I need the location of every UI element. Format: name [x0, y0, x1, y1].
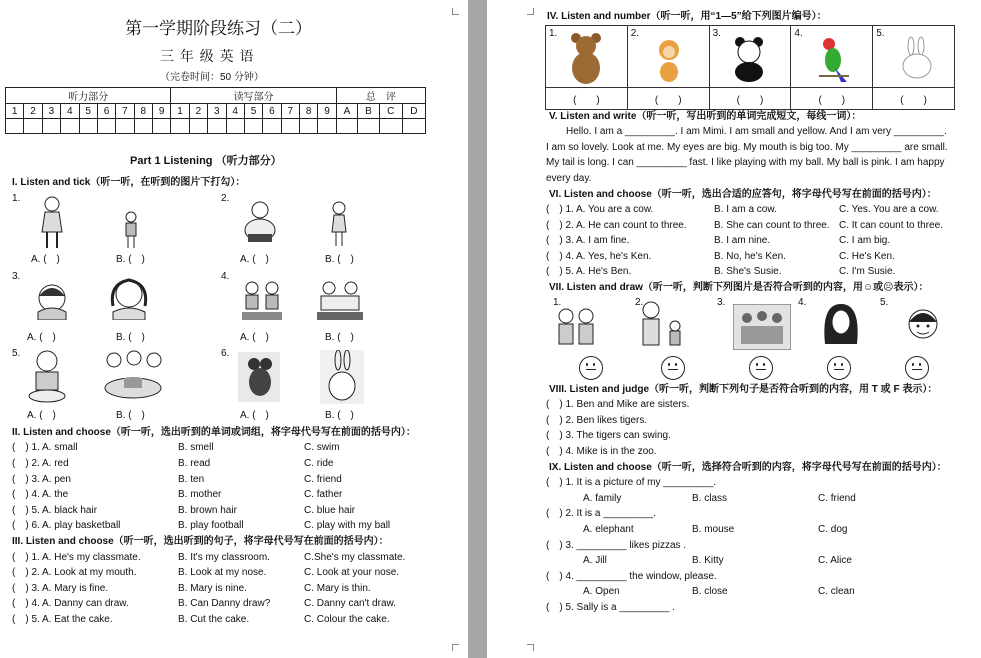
long-hair-girl-picture[interactable]: [815, 300, 865, 348]
option-b[interactable]: B. ( ): [325, 254, 354, 265]
question[interactable]: ( ) 5. A. black hair: [12, 505, 98, 516]
option-c: C. He's Ken.: [839, 251, 895, 262]
option-b: B. mouse: [692, 524, 735, 535]
passage-line: Hello. I am a _________. I am Mimi. I am small and yellow. And I am very _________.: [566, 126, 947, 137]
option-c: C. friend: [304, 474, 342, 485]
option-b[interactable]: B. ( ): [116, 410, 145, 421]
question[interactable]: ( ) 3. A. Mary is fine.: [12, 583, 109, 594]
monkey-icon: [650, 38, 688, 84]
option-b: B. She's Susie.: [714, 266, 782, 277]
option-c: C. swim: [304, 442, 340, 453]
score-cell[interactable]: [358, 119, 379, 134]
score-cell[interactable]: [61, 119, 79, 134]
option-b: B. Mary is nine.: [178, 583, 247, 594]
option-c: C. Mary is thin.: [304, 583, 371, 594]
score-col: 6: [97, 104, 115, 119]
passage-line: I am so lovely. Look at me. My eyes are big. My mouth is big too. My _________ are small.: [546, 142, 948, 153]
option-b[interactable]: B. ( ): [116, 254, 145, 265]
animal-cell[interactable]: [873, 26, 955, 88]
question[interactable]: ( ) 1. It is a picture of my _________.: [546, 477, 717, 488]
score-col: 1: [171, 104, 189, 119]
score-cell[interactable]: [318, 119, 336, 134]
question[interactable]: ( ) 2. A. He can count to three.: [546, 220, 687, 231]
section-heading: VIII. Listen and judge（听一听，判断下列句子是否符合听到的内容，用 T 或 F 表示）：: [549, 384, 938, 395]
question[interactable]: ( ) 4. _________ the window, please.: [546, 571, 717, 582]
mouse-picture[interactable]: [238, 352, 280, 402]
score-cell[interactable]: [97, 119, 115, 134]
question[interactable]: ( ) 5. Sally is a _________ .: [546, 602, 675, 613]
corner-mark: [527, 644, 534, 651]
option-a: A. elephant: [583, 524, 634, 535]
option-b: B. No, he's Ken.: [714, 251, 786, 262]
face-answer-icon[interactable]: [579, 356, 603, 380]
score-cell[interactable]: [244, 119, 262, 134]
score-cell[interactable]: [116, 119, 134, 134]
option-b: B. close: [692, 586, 728, 597]
answer-blank[interactable]: ( ): [627, 88, 709, 110]
party-picture[interactable]: [100, 348, 166, 404]
score-cell[interactable]: [171, 119, 189, 134]
option-a[interactable]: A. ( ): [27, 410, 56, 421]
item-number: 2.: [221, 193, 230, 204]
boys-playing-picture[interactable]: [238, 278, 286, 322]
item-number: 5.: [880, 297, 889, 308]
item-number: 1.: [553, 297, 562, 308]
option-c: C. It can count to three.: [839, 220, 943, 231]
score-cell[interactable]: [24, 119, 42, 134]
score-cell[interactable]: [153, 119, 171, 134]
girls-picture[interactable]: [551, 306, 601, 346]
animal-cell[interactable]: [627, 26, 709, 88]
option-b[interactable]: B. ( ): [325, 332, 354, 343]
option-b: B. read: [178, 458, 211, 469]
score-cell[interactable]: [79, 119, 97, 134]
answer-blank[interactable]: ( ): [873, 88, 955, 110]
question[interactable]: ( ) 2. Ben likes tigers.: [546, 415, 648, 426]
score-col: 3: [208, 104, 226, 119]
animal-cell[interactable]: [546, 26, 628, 88]
face-answer-icon[interactable]: [905, 356, 929, 380]
score-col: 1: [6, 104, 24, 119]
score-cell[interactable]: [379, 119, 402, 134]
score-col: 8: [300, 104, 318, 119]
animal-number-table: [545, 25, 955, 110]
score-col: 7: [116, 104, 134, 119]
question[interactable]: ( ) 4. A. the: [12, 489, 69, 500]
option-b: B. brown hair: [178, 505, 237, 516]
option-c: C. Colour the cake.: [304, 614, 390, 625]
score-col: 5: [79, 104, 97, 119]
rabbit-picture[interactable]: [320, 350, 364, 404]
option-b[interactable]: B. ( ): [116, 332, 145, 343]
face-answer-icon[interactable]: [827, 356, 851, 380]
option-b[interactable]: B. ( ): [325, 410, 354, 421]
option-c: C. Danny can't draw.: [304, 598, 396, 609]
question[interactable]: ( ) 2. It is a _________.: [546, 508, 657, 519]
score-col: 9: [318, 104, 336, 119]
corner-mark: [452, 644, 459, 651]
option-a: A. family: [583, 493, 622, 504]
score-cell[interactable]: [189, 119, 207, 134]
option-b: B. It's my classroom.: [178, 552, 270, 563]
question[interactable]: ( ) 6. A. play basketball: [12, 520, 121, 531]
question[interactable]: ( ) 4. Mike is in the zoo.: [546, 446, 657, 457]
option-b: B. I am nine.: [714, 235, 771, 246]
item-number: 4.: [221, 271, 230, 282]
answer-blank[interactable]: ( ): [791, 88, 873, 110]
option-a[interactable]: A. ( ): [240, 410, 269, 421]
fat-boy-picture[interactable]: [240, 200, 280, 246]
girl-face-picture[interactable]: [34, 280, 70, 320]
passage-line: My tail is long. I can _________ fast. I like playing with my ball. My ball is pink. I am happy: [546, 157, 945, 168]
question[interactable]: ( ) 3. _________ likes pizzas .: [546, 540, 687, 551]
option-a[interactable]: A. ( ): [31, 254, 60, 265]
score-col: 7: [281, 104, 299, 119]
score-col: 8: [134, 104, 152, 119]
score-header-total: 总 评: [336, 88, 425, 104]
section-heading: III. Listen and choose（听一听，选出听到的句子，将字母代号写在前面的括号内）：: [12, 536, 389, 547]
animal-cell[interactable]: [791, 26, 873, 88]
score-header-reading: 读写部分: [171, 88, 336, 104]
long-hair-girl-picture[interactable]: [105, 276, 153, 320]
item-number: 5.: [12, 348, 21, 359]
item-number: 1.: [549, 28, 558, 39]
document-title: 第一学期阶段练习（二）: [125, 19, 312, 38]
item-number: 1.: [12, 193, 21, 204]
item-number: 2.: [635, 297, 644, 308]
answer-blank[interactable]: ( ): [546, 88, 628, 110]
score-cell[interactable]: [300, 119, 318, 134]
boy-picture[interactable]: [120, 210, 142, 250]
option-c: C.She's my classmate.: [304, 552, 406, 563]
section-heading: IV. Listen and number（听一听，用“1—5”给下列图片编号）：: [547, 11, 827, 22]
question[interactable]: ( ) 5. A. Eat the cake.: [12, 614, 113, 625]
option-c: C. clean: [818, 586, 855, 597]
option-c: C. Yes. You are a cow.: [839, 204, 939, 215]
option-b: B. Cut the cake.: [178, 614, 250, 625]
face-answer-icon[interactable]: [661, 356, 685, 380]
left-page: [0, 0, 468, 658]
girl-picture[interactable]: [35, 194, 69, 250]
option-c: C. dog: [818, 524, 848, 535]
question[interactable]: ( ) 3. A. I am fine.: [546, 235, 630, 246]
item-number: 3.: [12, 271, 21, 282]
option-c: C. I'm Susie.: [839, 266, 896, 277]
score-col: 9: [153, 104, 171, 119]
score-cell[interactable]: [263, 119, 281, 134]
score-cell[interactable]: [281, 119, 299, 134]
score-col: 4: [226, 104, 244, 119]
passage-line: every day.: [546, 173, 592, 184]
question[interactable]: ( ) 1. Ben and Mike are sisters.: [546, 399, 690, 410]
score-col: 2: [189, 104, 207, 119]
animal-cell[interactable]: [709, 26, 791, 88]
option-b: B. smell: [178, 442, 214, 453]
score-cell[interactable]: [208, 119, 226, 134]
option-c: C. play with my ball: [304, 520, 391, 531]
family-photo-picture[interactable]: [733, 304, 791, 350]
option-a[interactable]: A. ( ): [27, 332, 56, 343]
option-c: C. Look at your nose.: [304, 567, 400, 578]
question[interactable]: ( ) 5. A. He's Ben.: [546, 266, 632, 277]
bear-icon: [564, 30, 608, 86]
item-number: 3.: [712, 28, 721, 39]
item-number: 6.: [221, 348, 230, 359]
score-col: 2: [24, 104, 42, 119]
option-c: C. blue hair: [304, 505, 356, 516]
question[interactable]: ( ) 2. A. Look at my mouth.: [12, 567, 137, 578]
option-b: B. I am a cow.: [714, 204, 777, 215]
option-a: A. Jill: [583, 555, 607, 566]
rabbit-icon: [897, 36, 937, 82]
section-heading: VII. Listen and draw（听一听，判断下列图片是否符合听到的内容，用☺或☹表示）：: [549, 282, 929, 293]
score-cell[interactable]: [402, 119, 425, 134]
option-c: C. Alice: [818, 555, 852, 566]
panda-icon: [728, 34, 772, 82]
score-col: C: [379, 104, 402, 119]
corner-mark: [527, 8, 534, 15]
question[interactable]: ( ) 1. A. He's my classmate.: [12, 552, 141, 563]
item-number: 5.: [876, 28, 885, 39]
option-b: B. She can count to three.: [714, 220, 830, 231]
answer-blank[interactable]: ( ): [709, 88, 791, 110]
option-a[interactable]: A. ( ): [240, 254, 269, 265]
item-number: 2.: [630, 28, 640, 39]
option-b: B. class: [692, 493, 728, 504]
section-heading: IX. Listen and choose（听一听，选择符合听到的内容，将字母代号写在前面的括号内）：: [549, 462, 947, 473]
score-col: 3: [42, 104, 60, 119]
score-cell[interactable]: [42, 119, 60, 134]
question[interactable]: ( ) 1. A. small: [12, 442, 78, 453]
question[interactable]: ( ) 4. A. Danny can draw.: [12, 598, 129, 609]
question[interactable]: ( ) 1. A. You are a cow.: [546, 204, 654, 215]
option-b: B. play football: [178, 520, 244, 531]
thin-girl-picture[interactable]: [328, 200, 350, 248]
question[interactable]: ( ) 2. A. red: [12, 458, 69, 469]
section-heading: V. Listen and write（听一听，写出听到的单词完成短文，每线一词）：: [549, 111, 862, 122]
section-heading: VI. Listen and choose（听一听，选出合适的应答句，将字母代号写在前面的括号内）：: [549, 189, 937, 200]
option-b: B. Can Danny draw?: [178, 598, 271, 609]
score-col: 4: [61, 104, 79, 119]
score-col: B: [358, 104, 379, 119]
section-heading: I. Listen and tick（听一听，在听到的图片下打勾）：: [12, 177, 246, 188]
score-header-listening: 听力部分: [6, 88, 171, 104]
option-b: B. Look at my nose.: [178, 567, 267, 578]
score-cell[interactable]: [336, 119, 357, 134]
item-number: 4.: [798, 297, 807, 308]
option-c: C. I am big.: [839, 235, 891, 246]
parrot-icon: [813, 34, 853, 84]
score-table: [5, 87, 426, 134]
option-a: A. Open: [583, 586, 620, 597]
score-cell[interactable]: [134, 119, 152, 134]
item-number: 4.: [794, 28, 803, 39]
document-subtitle: 三 年 级 英 语: [160, 48, 255, 64]
option-c: C. friend: [818, 493, 856, 504]
option-c: C. father: [304, 489, 343, 500]
right-page: [487, 0, 981, 658]
score-col: D: [402, 104, 425, 119]
option-c: C. ride: [304, 458, 334, 469]
teacher-picture[interactable]: [631, 300, 687, 348]
question[interactable]: ( ) 3. A. pen: [12, 474, 71, 485]
option-a[interactable]: A. ( ): [240, 332, 269, 343]
boy-cake-picture[interactable]: [24, 348, 70, 404]
corner-mark: [452, 8, 459, 15]
score-col: 5: [244, 104, 262, 119]
girl-face-picture[interactable]: [903, 304, 943, 344]
option-b: B. ten: [178, 474, 205, 485]
part-title: Part 1 Listening （听力部分）: [130, 155, 282, 167]
question[interactable]: ( ) 4. A. Yes, he's Ken.: [546, 251, 652, 262]
option-b: B. mother: [178, 489, 222, 500]
face-answer-icon[interactable]: [749, 356, 773, 380]
section-heading: II. Listen and choose（听一听，选出听到的单词或词组，将字母代号写在前面的括号内）：: [12, 427, 416, 438]
score-col: 6: [263, 104, 281, 119]
score-cell[interactable]: [226, 119, 244, 134]
item-number: 3.: [717, 297, 726, 308]
exam-time: （完卷时间：50 分钟）: [160, 72, 264, 83]
question[interactable]: ( ) 3. The tigers can swing.: [546, 430, 671, 441]
boys-reading-picture[interactable]: [315, 278, 365, 322]
option-b: B. Kitty: [692, 555, 724, 566]
score-col: A: [336, 104, 357, 119]
score-cell[interactable]: [6, 119, 24, 134]
